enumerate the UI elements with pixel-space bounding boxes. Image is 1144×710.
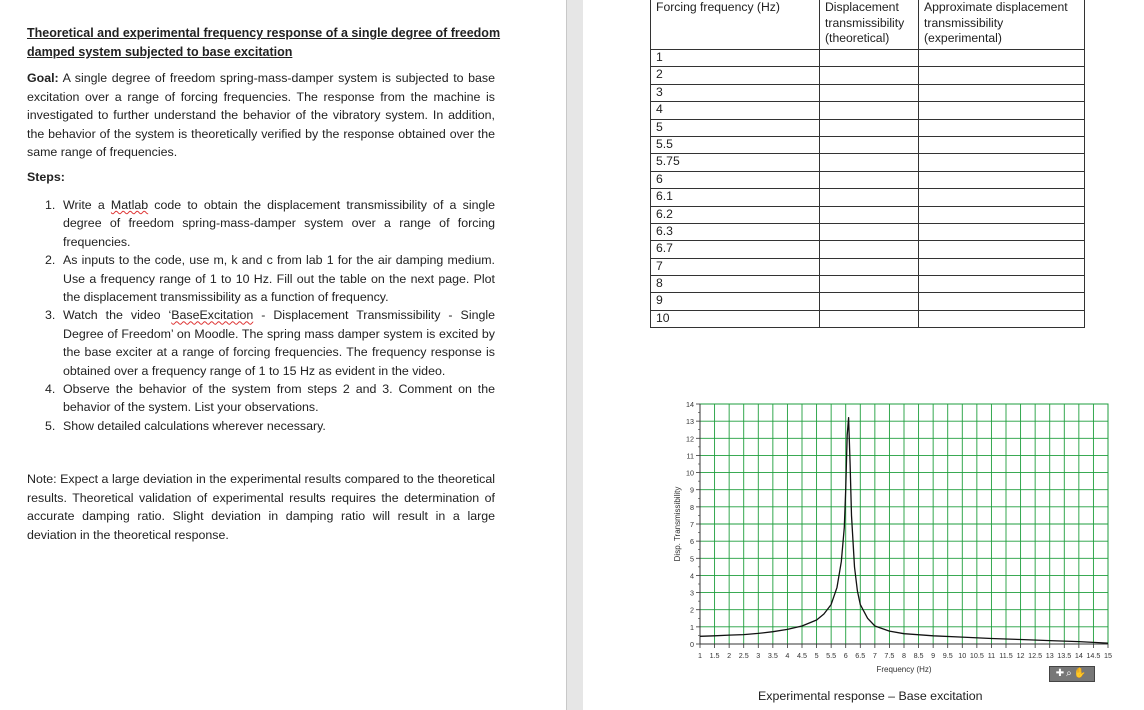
x-tick-label: 10 (958, 651, 967, 660)
experimental-cell[interactable] (919, 154, 1085, 171)
theoretical-cell[interactable] (820, 223, 919, 240)
table-row (651, 293, 1085, 310)
step-item (27, 251, 495, 306)
table-row (651, 276, 1085, 293)
x-tick-label: 13 (1045, 651, 1054, 660)
y-tick-label: 13 (686, 417, 694, 427)
x-tick-label: 7 (872, 651, 877, 660)
table-row (651, 119, 1085, 136)
x-tick-label: 15 (1104, 651, 1112, 660)
theoretical-cell[interactable] (820, 67, 919, 84)
y-tick-label: 14 (686, 400, 694, 409)
goal-text: A single degree of freedom spring-mass-damper system is subjected to base excitation over a range of forcing frequencies. The response from the machine is investigated to further understand the behavior of the vibratory system. In addition, the behavior of the system is theoretically verified by the response obtained over the same range of frequencies. (27, 71, 495, 160)
y-tick-label: 12 (686, 434, 694, 444)
x-tick-label: 2.5 (738, 651, 749, 660)
step-item (27, 306, 495, 380)
table-row (651, 206, 1085, 223)
table-body (651, 50, 1085, 328)
step-text: Observe the behavior of the system from steps 2 and 3. Comment on the behavior of the system. List your observations. (63, 382, 495, 415)
frequency-table (650, 0, 1085, 328)
x-tick-label: 14 (1074, 651, 1083, 660)
page-gutter (566, 0, 584, 710)
chart-caption: Experimental response – Base excitation (758, 689, 983, 703)
x-tick-label: 4.5 (797, 651, 807, 660)
theoretical-cell[interactable] (820, 136, 919, 153)
table-row (651, 84, 1085, 101)
step-text: Watch the video ‘ (63, 308, 172, 323)
y-tick-label: 5 (690, 554, 694, 564)
x-tick-label: 8 (902, 651, 906, 660)
y-tick-label: 4 (690, 571, 694, 581)
theoretical-cell[interactable] (820, 84, 919, 101)
left-page (0, 0, 566, 710)
table-row (651, 258, 1085, 275)
table-row (651, 223, 1085, 240)
experimental-cell[interactable] (919, 119, 1085, 136)
x-tick-label: 10.5 (969, 651, 984, 660)
step-number: 1. (45, 198, 56, 212)
x-tick-label: 4 (785, 651, 790, 660)
frequency-cell: 9 (651, 293, 820, 310)
theoretical-cell[interactable] (820, 154, 919, 171)
spellcheck-word: BaseExcitation (171, 308, 254, 323)
x-tick-label: 8.5 (913, 651, 924, 660)
y-tick-label: 8 (690, 502, 694, 512)
document-title: Theoretical and experimental frequency response of a single degree of freedom damped system subjected to base excitation (27, 26, 501, 59)
experimental-cell[interactable] (919, 206, 1085, 223)
experimental-cell[interactable] (919, 258, 1085, 275)
table-header-row (651, 0, 1085, 50)
chart-svg (650, 392, 1144, 682)
table-row (651, 241, 1085, 258)
steps-list (27, 196, 495, 435)
x-tick-label: 7.5 (884, 651, 895, 660)
header-forcing-frequency: Forcing frequency (Hz) (651, 0, 820, 50)
frequency-cell: 7 (651, 258, 820, 275)
step-text: code to obtain the displacement transmissibility of a single degree of freedom spring-mass-damper system over a range of forcing frequencies. (63, 198, 495, 249)
theoretical-cell[interactable] (820, 258, 919, 275)
experimental-cell[interactable] (919, 310, 1085, 327)
theoretical-cell[interactable] (820, 241, 919, 258)
experimental-cell[interactable] (919, 67, 1085, 84)
x-tick-label: 2 (727, 651, 732, 660)
experimental-cell[interactable] (919, 293, 1085, 310)
experimental-cell[interactable] (919, 102, 1085, 119)
frequency-cell: 5 (651, 119, 820, 136)
step-number: 5. (45, 418, 56, 433)
step-number: 4. (45, 382, 56, 397)
step-text: Show detailed calculations wherever necessary. (63, 418, 326, 433)
frequency-cell: 5.75 (651, 154, 820, 171)
frequency-cell: 6 (651, 171, 820, 188)
goal-paragraph (27, 69, 495, 162)
header-theoretical: Displacement transmissibility (theoretical) (820, 0, 919, 50)
experimental-response-chart (650, 392, 1144, 682)
step-item (27, 196, 495, 251)
x-tick-label: 12.5 (1028, 651, 1043, 660)
x-tick-label: 9.5 (942, 651, 953, 660)
y-tick-label: 6 (690, 537, 694, 547)
y-tick-label: 2 (690, 605, 694, 615)
theoretical-cell[interactable] (820, 119, 919, 136)
step-number: 2. (45, 253, 56, 268)
table-row (651, 50, 1085, 67)
theoretical-cell[interactable] (820, 276, 919, 293)
x-tick-label: 6.5 (855, 651, 866, 660)
x-tick-label: 6 (843, 651, 848, 660)
x-tick-label: 9 (931, 651, 936, 660)
experimental-cell[interactable] (919, 241, 1085, 258)
frequency-cell: 6.7 (651, 241, 820, 258)
theoretical-cell[interactable] (820, 206, 919, 223)
step-text: As inputs to the code, use m, k and c from lab 1 for the air damping medium. Use a frequency range of 1 to 10 Hz. Fill out the table on the next page. Plot the displacement transmissibility as a function of frequency. (63, 253, 495, 305)
theoretical-cell[interactable] (820, 50, 919, 67)
table-row (651, 136, 1085, 153)
note-paragraph: Note: Expect a large deviation in the experimental results compared to the theoretical results. Theoretical validation of experimental results requires the determination of accurate damping ratio. Slight deviation in damping ratio will result in a large deviation in the theoretical response. (27, 472, 495, 542)
x-tick-label: 3 (756, 651, 761, 660)
y-tick-label: 9 (690, 485, 694, 495)
frequency-cell: 6.2 (651, 206, 820, 223)
frequency-cell: 1 (651, 50, 820, 67)
experimental-cell[interactable] (919, 171, 1085, 188)
frequency-cell: 8 (651, 276, 820, 293)
experimental-cell[interactable] (919, 136, 1085, 153)
experimental-cell[interactable] (919, 50, 1085, 67)
x-tick-label: 1.5 (709, 651, 720, 660)
y-tick-label: 0 (690, 640, 694, 649)
frequency-cell: 2 (651, 67, 820, 84)
x-tick-label: 13.5 (1057, 651, 1072, 660)
table-row (651, 310, 1085, 327)
theoretical-cell[interactable] (820, 310, 919, 327)
x-tick-label: 5 (814, 651, 819, 660)
x-tick-label: 11.5 (999, 651, 1013, 660)
frequency-cell: 10 (651, 310, 820, 327)
goal-label: Goal: (27, 71, 59, 85)
frequency-cell: 6.1 (651, 189, 820, 206)
y-tick-label: 11 (686, 451, 694, 461)
frequency-cell: 4 (651, 102, 820, 119)
x-tick-label: 5.5 (826, 651, 837, 660)
y-tick-label: 10 (686, 468, 694, 478)
table-row (651, 154, 1085, 171)
step-item (27, 417, 495, 435)
frequency-cell: 5.5 (651, 136, 820, 153)
frequency-cell: 6.3 (651, 223, 820, 240)
x-tick-label: 14.5 (1086, 651, 1101, 660)
step-number: 3. (45, 308, 56, 323)
x-tick-label: 3.5 (767, 651, 778, 660)
step-text: - Displacement Transmissibility - Single Degree of Freedom’ on Moodle. The spring mass damper system is excited by the base exciter at a range of forcing frequencies. The frequency response is obtained over a frequency range of 1 to 15 Hz as evident in the video. (63, 308, 495, 378)
header-experimental: Approximate displacement transmissibility (experimental) (919, 0, 1085, 50)
y-axis-label: Disp. Transmissibility (673, 486, 682, 562)
table-row (651, 102, 1085, 119)
x-axis-label: Frequency (Hz) (876, 665, 932, 674)
table-row (651, 67, 1085, 84)
experimental-cell[interactable] (919, 223, 1085, 240)
step-item (27, 380, 495, 417)
graph-palette-icons: ✚⌕✋ (1049, 666, 1095, 682)
x-tick-label: 1 (698, 651, 702, 660)
table-row (651, 189, 1085, 206)
table-row (651, 171, 1085, 188)
y-tick-label: 1 (690, 622, 694, 632)
theoretical-cell[interactable] (820, 189, 919, 206)
step-text: Write a (63, 198, 111, 212)
theoretical-cell[interactable] (820, 102, 919, 119)
experimental-cell[interactable] (919, 189, 1085, 206)
theoretical-cell[interactable] (820, 293, 919, 310)
theoretical-cell[interactable] (820, 171, 919, 188)
y-tick-label: 3 (690, 588, 694, 598)
experimental-cell[interactable] (919, 84, 1085, 101)
y-tick-label: 7 (690, 520, 694, 529)
x-tick-label: 11 (987, 651, 996, 660)
experimental-cell[interactable] (919, 276, 1085, 293)
steps-heading: Steps: (27, 170, 65, 184)
spellcheck-word: Matlab (110, 198, 149, 212)
x-tick-label: 12 (1016, 651, 1025, 660)
frequency-cell: 3 (651, 84, 820, 101)
